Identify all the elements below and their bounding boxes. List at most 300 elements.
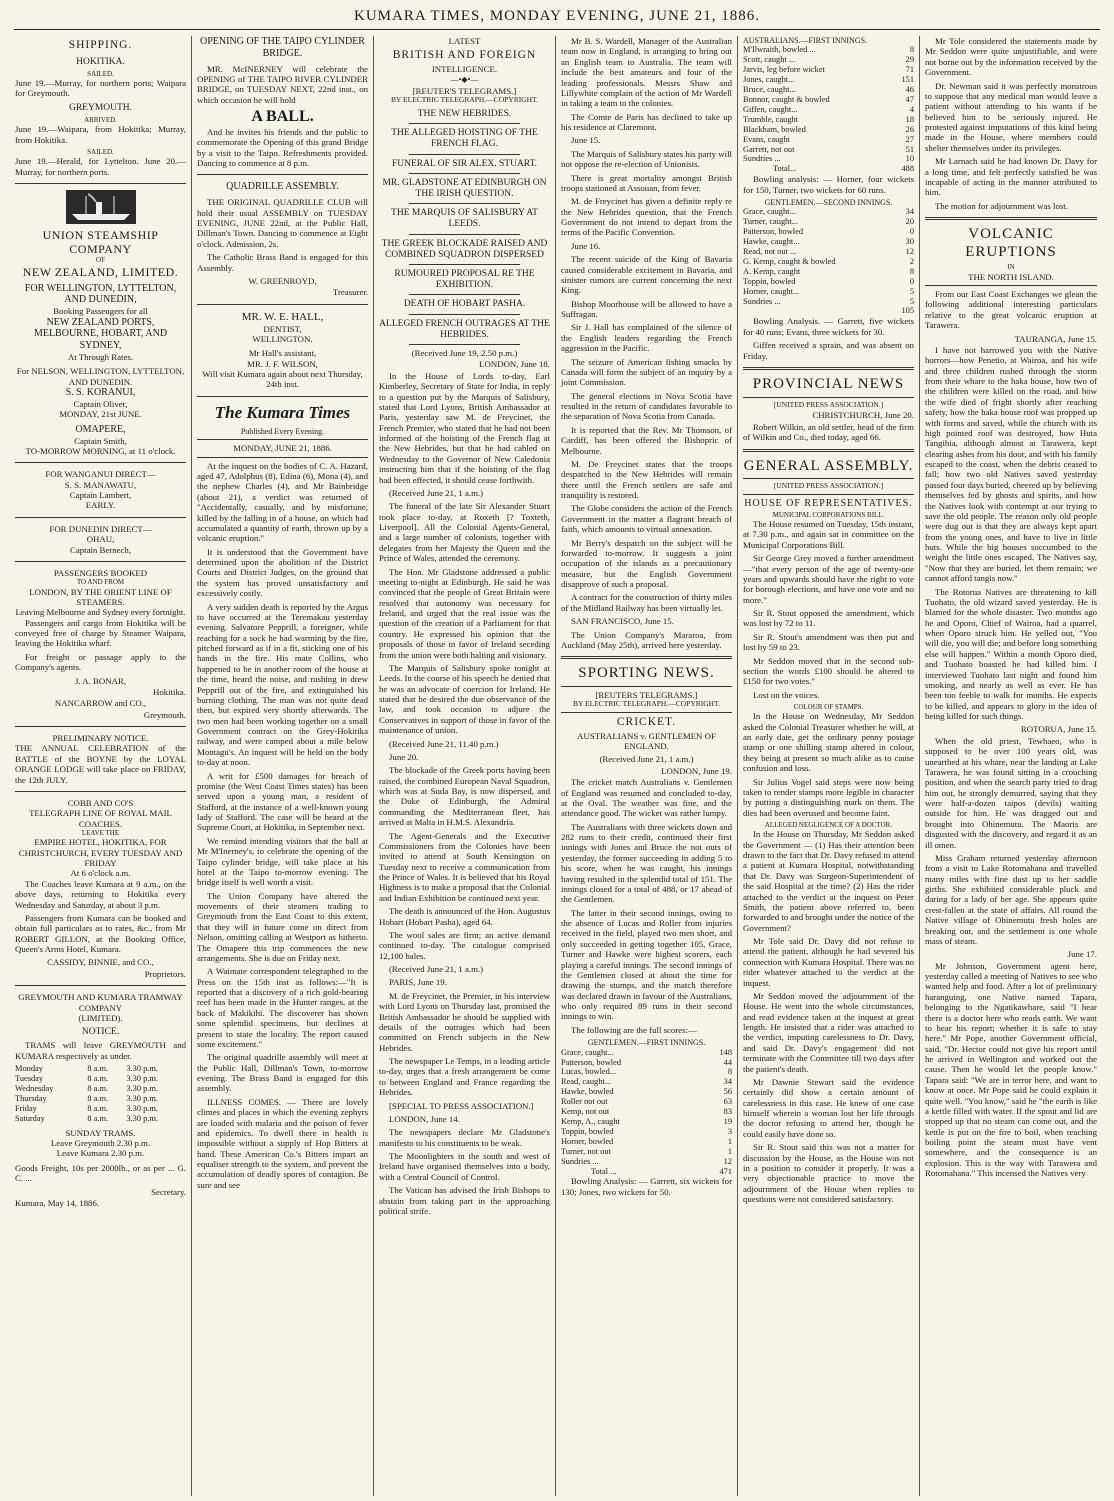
ship-manawatu-date: EARLY. [85, 500, 116, 511]
cricket-received: (Received June 21, 1 a.m.) [599, 754, 694, 765]
table-cell: 8 a.m. [87, 1103, 109, 1113]
article-paragraph: The Marquis of Salisbury spoke tonight at Leeds. In the course of his speech he denied that he was an advocate of coercion for Ireland. He stated that he desired the due observance of the law, and took occasion to adjure the Conservatives in support of those in favor of the maintenance of union. [379, 662, 550, 736]
tram-timetable [15, 1064, 186, 1123]
table-row [743, 55, 914, 65]
article-paragraph: Mr Tole considered the statements made by Mr Seddon were quite unjustifiable, and were not borne out by the information received by the Government. [925, 36, 1097, 78]
aus-total-value: 488 [901, 164, 914, 174]
table-cell: Sundries ... [743, 296, 781, 306]
table-row [15, 1084, 186, 1094]
table-cell: Wednesday [15, 1084, 54, 1094]
column-2 [192, 36, 374, 1496]
cobb-line: TELEGRAPH LINE OF ROYAL MAIL COACHES. [29, 808, 172, 829]
table-row [743, 257, 914, 267]
article-paragraph: Sir R. Stout said this was not a matter for discussion by the House, as the House was not in a position to consider it properly. It was a very objectionable practice to move the adjournment of the House when replies to questions were not considered satisfactory. [743, 1142, 914, 1205]
sporting-reuters: [REUTERS TELEGRAMS.] [595, 689, 698, 700]
reuters-telegrams: [REUTER'S TELEGRAMS.] [412, 85, 517, 96]
table-row [743, 217, 914, 227]
dentist: DENTIST, [263, 323, 302, 334]
usc-of: OF [96, 256, 105, 265]
headline: THE MARQUIS OF SALISBURY AT LEEDS. [391, 208, 538, 230]
goods-freight: Goods Freight, 10s per 2000lb., or as per ... G. C. ... [15, 1162, 186, 1184]
table-cell: 5 [909, 296, 914, 306]
table-cell: 1 [727, 1146, 732, 1156]
headline: FUNERAL OF SIR ALEX. STUART. [391, 158, 538, 169]
article-paragraph: A contract for the construction of thirty miles of the Midland Railway has been virtually let. [561, 592, 732, 613]
table-cell: 27 [905, 134, 914, 144]
a-ball: A BALL. [251, 108, 314, 126]
table-cell: Monday [15, 1064, 43, 1074]
article-paragraph: Bishop Moorhouse will be allowed to have a Suffragan. [561, 298, 732, 319]
table-cell: Hawke, bowled [561, 1087, 614, 1097]
article-paragraph: June 16. [571, 240, 601, 251]
hall-name: MR. W. E. HALL, [241, 310, 324, 323]
article-paragraph: The newspaper Le Temps, in a leading article to-day, urges that a fresh arrangement be come to between England and France regarding the Hebrides. [379, 1056, 550, 1098]
table-row [743, 125, 914, 135]
table-cell: 34 [905, 207, 914, 217]
table-cell: Roller not out [561, 1097, 608, 1107]
headline: MR. GLADSTONE AT EDINBURGH ON THE IRISH QUESTION. [382, 177, 547, 199]
article-paragraph: M. De Freycinet states that the troops despatched to the New Hebrides will remain there until the French settlers are safe and tranquility is restored. [561, 458, 732, 500]
table-row [743, 154, 914, 164]
passengers-booked: PASSENGERS BOOKED [53, 567, 148, 578]
headline: THE ALLEGED HOISTING OF THE FRENCH FLAG. [391, 128, 538, 150]
ship-omapere-captain: Captain Smith, [74, 435, 127, 446]
col3-headlines [379, 109, 550, 345]
article-paragraph: The Globe considers the action of the French Government in the matter a flagrant breach of faith, which amounts to virtual annexation. [561, 503, 732, 535]
usc-ports: NEW ZEALAND PORTS, MELBOURNE, HOBART, AND SYDNEY, [33, 316, 168, 352]
aus-total-label: Total... [773, 164, 797, 174]
table-cell: Toppin, bowled [743, 276, 796, 286]
quadrille-title: QUADRILLE ASSEMBLY. [226, 181, 339, 193]
gentlemen-second-scores [743, 207, 914, 306]
usc-for: FOR WELLINGTON, LYTTELTON, AND DUNEDIN, [24, 282, 177, 306]
article-paragraph: The blockade of the Greek ports having been raised, the combined European Naval Squadron, which was at Suda Bay, is now dispersed, and the Duke of Edinburgh, the Admiral commanding the Mediterranean fleet, has arrived at Malta in H.M.S. Alexandria. [379, 765, 550, 828]
table-cell: Read, not out ... [743, 247, 797, 257]
latest: LATEST [448, 36, 481, 46]
ship-koranui-date: MONDAY, 21st JUNE. [59, 409, 142, 420]
table-cell: Horner, caught... [743, 286, 800, 296]
article-paragraph: The motion for adjournment was lost. [935, 200, 1068, 211]
table-cell: 8 a.m. [87, 1064, 109, 1074]
table-row [561, 1157, 732, 1167]
article-paragraph: LONDON, June 14. [389, 1113, 460, 1124]
table-cell: Bruce, caught... [743, 85, 796, 95]
table-row [743, 115, 914, 125]
agent-bonar: J. A. BONAR, [74, 675, 127, 686]
article-paragraph: The Union Company's Mararoa, from Auckland (May 25th), arrived here yesterday. [561, 629, 732, 650]
june17-dateline: June 17. [1067, 949, 1097, 960]
table-cell: Turner, not out [561, 1146, 611, 1156]
table-cell: 3.30 p.m. [126, 1064, 158, 1074]
agent-bonar-loc: Hokitika. [153, 686, 186, 697]
table-cell: 3.30 p.m. [126, 1074, 158, 1084]
hokitika-heading: HOKITIKA. [76, 56, 125, 67]
table-row [743, 287, 914, 297]
table-cell: Grace, caught... [561, 1047, 614, 1057]
quadrille-text-2: The Catholic Brass Band is engaged for this Assembly. [197, 252, 368, 273]
article-paragraph: The Comte de Paris has declined to take up his residence at Claremont. [561, 111, 732, 132]
article-paragraph: M. de Freycinet, the Premier, in his interview with Lord Lyons on Thursday last, promised the British Ambassador he should be supplied with details of the outrages which had been committed on French subjects in the New Hebrides. [379, 990, 550, 1053]
article-paragraph: A Waimate correspondent telegraphed to the Press on the 15th inst as follows:—"It is reported that a discovery of a rich gold-bearing reef has been made in the Hunter ranges, at the back of Makikihi. The discoverer has shown some splendid specimens, but declines at present to state the locality. The report caused some excitement." [197, 966, 368, 1049]
headline: ALLEGED FRENCH OUTRAGES AT THE HEBRIDES. [379, 318, 550, 340]
table-cell: Blackham, bowled [743, 124, 806, 134]
article-paragraph: Mr Seddon moved the adjournment of the House. He went into the whole circumstances, and read evidence taken at the inquest at great length. He insisted that a rider was attached to the verdict, imputing carelessness to Dr. Davy, and said Dr. Davy's engagement did not terminate with the Committee till two days after the patient's death. [743, 990, 914, 1074]
house-of-reps: HOUSE OF REPRESENTATIVES. [744, 498, 913, 510]
table-cell: Trumble, caught [743, 114, 799, 124]
table-row [743, 95, 914, 105]
electric-telegraph: BY ELECTRIC TELEGRAPH.—COPYRIGHT. [391, 95, 538, 105]
table-row [561, 1058, 732, 1068]
june17-text [925, 961, 1097, 1179]
table-row [561, 1127, 732, 1137]
table-cell: 20 [905, 217, 914, 227]
article-paragraph: Dr. Newman said it was perfectly monstrous to suppose that any medical man would leave a patient without attending to his wants if he believed him to be seriously injured. He protested against imputations of this kind being made in the House, where members could shelter themselves under its privileges. [925, 80, 1097, 153]
passengers-kumara: Passengers from Kumara can be booked and obtain full particulars as to rates, &c., from Mr ROBERT GILLON, at the Booking Office, Queen's Arms Hotel, Kumara. [15, 912, 186, 955]
table-cell: 3 [727, 1126, 732, 1136]
table-cell: Thursday [15, 1093, 47, 1103]
table-cell: 2 [909, 256, 914, 266]
table-row [743, 145, 914, 155]
table-row [561, 1048, 732, 1058]
trams-text: TRAMS will leave GREYMOUTH and KUMARA respectively as under. [15, 1040, 186, 1061]
cricket-paragraph: The latter in their second innings, owing to the absence of Lucas and Roller from injuries received in the field, played two men short, and only succeeded in getting together 105, Grace, Turner and Hawke were highest scorers, each playing a careful innings. The second innings of the Gentlemen closed at about the time for drawing the stumps, and the match therefore was declared drawn in favour of the Australians, who only required 89 runs in their second innings to win. [561, 907, 732, 1022]
tauranga-dateline: TAURANGA, June 15. [1014, 333, 1097, 344]
column-4 [556, 36, 738, 1496]
table-cell: 26 [905, 124, 914, 134]
table-cell: 19 [723, 1117, 732, 1126]
cricket-heading: CRICKET. [616, 716, 677, 729]
article-paragraph: Sir R. Stout's amendment was then put and lost by 59 to 23. [743, 631, 914, 653]
wilson: MR. J. F. WILSON, [247, 358, 318, 369]
table-cell: 34 [723, 1077, 732, 1087]
table-row [15, 1064, 186, 1074]
bowling-analysis-2: Bowling Analysis. — Garrett, five wickets for 40 runs; Evans, three wickets for 30. [743, 316, 914, 337]
table-cell: 8 [909, 266, 914, 276]
cobb-leave: LEAVE THE [81, 829, 120, 838]
table-row [743, 297, 914, 307]
table-cell: 8 a.m. [87, 1113, 109, 1123]
arrived-label: ARRIVED. [84, 115, 117, 124]
table-cell: Hawke, caught... [743, 237, 800, 247]
article-paragraph: A very sudden death is reported by the Argus to have occurred at the Teremakau yesterday evening. Salvatore Pepprill, a foreigner, while reaching for a sock he had warming by the fire, pitched forward as if in a fit, sticking one of his hands in the fire. His mate Collins, who happened to be in another room of the house at the time, heard the noise, and rushing in drew Pepprill out of the fire, and extinguished his burning clothing. The man was not quite dead then, but expired very shortly afterwards. The two men had been working together on a small Government contract on the Grey-Hokitika railway, and were camped about a mile below Montagu's. An inquest will be held on the body to-day at noon. [197, 601, 368, 768]
dunedin-heading: FOR DUNEDIN DIRECT— [49, 523, 152, 534]
ship-koranui-captain: Captain Oliver, [73, 398, 128, 409]
colour-of-stamps: COLOUR OF STAMPS. [793, 703, 864, 712]
table-cell: Toppin, bowled [561, 1126, 614, 1136]
table-cell: 8 a.m. [87, 1093, 109, 1103]
notice-title: NOTICE. [81, 1027, 120, 1038]
col2-articles [197, 461, 368, 1191]
ornament: ―•◆•― [450, 75, 479, 85]
volcanic-eruptions: VOLCANIC ERUPTIONS [965, 226, 1057, 260]
table-cell: 8 [727, 1067, 732, 1077]
table-cell: 8 a.m. [87, 1084, 109, 1094]
ship-manawatu-captain: Captain Lambert, [69, 490, 132, 501]
assistant: Mr Hall's assistant, [248, 348, 317, 359]
tramway-limited: (LIMITED). [78, 1012, 123, 1023]
table-cell: Giffen, caught... [743, 104, 798, 114]
article-paragraph: The Moonlighters in the south and west of Ireland have organised themselves into a body, with a Central Council of Control. [379, 1151, 550, 1182]
table-cell: Garrett, not out [743, 144, 795, 154]
article-paragraph: PARIS, June 19. [389, 977, 447, 988]
table-row [743, 277, 914, 287]
article-paragraph: Mr Larnach said he had known Dr. Davy for a long time, and felt perfectly satisfied he was incapable of acting in the manner attributed to him. [925, 156, 1097, 198]
table-cell: 151 [901, 75, 914, 85]
ship-ohau-captain: Captain Bernech, [69, 544, 132, 555]
table-cell: Lucas, bowled... [561, 1067, 617, 1077]
bowling-analysis-1: Bowling analysis: — Horner, four wickets for 150, Turner, two wickets for 60 runs. [743, 174, 914, 195]
col4-articles [561, 36, 732, 650]
table-cell: Patterson, bowled [743, 227, 804, 237]
greymouth-arrived: June 19.—Waipara, from Hokitika; Murray, from Hokitika. [15, 124, 186, 145]
greymouth-sailed: June 19.—Herald, for Lyttelton. June 20.—Murray, for northern ports. [15, 156, 186, 177]
article-paragraph: [SPECIAL TO PRESS ASSOCIATION.] [389, 1100, 534, 1111]
tramway-title: GREYMOUTH AND KUMARA TRAMWAY COMPANY [18, 992, 183, 1013]
article-paragraph: A writ for £500 damages for breach of promise (the West Coast Times states) has been served upon a young man, a resident of Stafford, at the instance of a well-known young lady of Stafford. The case will be heard at the Supreme Court, at Hokitika, in September next. [197, 770, 368, 833]
table-cell: 47 [905, 94, 914, 104]
table-row [561, 1147, 732, 1157]
adjournment-text [925, 36, 1097, 211]
rotorua-text [925, 736, 1097, 947]
negligence-text [743, 829, 914, 1204]
proprietors: Proprietors. [144, 968, 186, 979]
table-row [743, 267, 914, 277]
table-row [743, 227, 914, 237]
table-cell: M'Ilwraith, bowled ... [743, 45, 816, 55]
upa-1: [UNITED PRESS ASSOCIATION.] [773, 399, 884, 409]
article-paragraph: (Received June 21, 1 a.m.) [389, 964, 484, 975]
table-row [561, 1077, 732, 1087]
cricket-dateline: LONDON, June 19. [661, 765, 732, 776]
g2-total-value: 105 [901, 306, 914, 316]
table-row [743, 207, 914, 217]
table-row [15, 1114, 186, 1124]
article-paragraph: The Hon. Mr Gladstone addressed a public meeting to-night at Edinburgh. He said he was convinced that the people of Great Britain were resolved that autonomy was necessary for Ireland, and urged that the real issue was the question of the creation of a Parliament for that country. He expressed his opinion that the proposals of those in favor of Ireland seceding from the union were both halting and visionary. [379, 566, 550, 660]
dateline-london: LONDON, June 18. [479, 359, 550, 370]
ship-ohau: OHAU, [86, 534, 115, 545]
volcanic-intro: From our East Coast Exchanges we glean the following additional interesting particulars relative to the great volcanic eruption at Tarawera. [925, 289, 1097, 331]
issue-date: MONDAY, JUNE 21, 1886. [233, 443, 332, 454]
article-paragraph: Lost on the voices. [753, 689, 820, 700]
article-paragraph: The seizure of American fishing smacks by Canada will form the subject of an inquiry by a joint Commission. [561, 356, 732, 388]
table-cell: G. Kemp, caught & bowled [743, 256, 836, 266]
table-cell: 18 [905, 114, 914, 124]
published-every-evening: Published Every Evening. [240, 426, 325, 436]
london-orient: LONDON, BY THE ORIENT LINE OF STEAMERS. [29, 586, 172, 607]
article-paragraph: The funeral of the late Sir Alexander Stuart took place to-day, at Roxeth [? Toxteth, Liverpool]. All the Colonial Agents-General, and a large number of colonists, together with delegates from her Majesty the Queen and the Prince of Wales, attended the ceremony. [379, 501, 550, 564]
hokitika-entry: June 19.—Murray, for northern ports; Waipara for Greymouth. [15, 78, 186, 99]
greenroyd: W. GREENROYD, [248, 275, 317, 286]
sunday-trams: SUNDAY TRAMS. [65, 1127, 136, 1138]
table-row [561, 1087, 732, 1097]
table-row [561, 1067, 732, 1077]
table-cell: 10 [905, 154, 914, 164]
table-cell: Read, caught... [561, 1077, 612, 1087]
greymouth-heading: GREYMOUTH. [68, 102, 133, 113]
article-paragraph: The general elections in Nova Scotia have resulted in the return of candidates favorable to the separation of Nova Scotia from Canada. [561, 390, 732, 422]
article-paragraph: The death is announced of the Hon. Augustus Hobart (Hobart Pasha), aged 64. [379, 906, 550, 927]
steamship-icon [66, 190, 136, 224]
table-cell: Tuesday [15, 1074, 44, 1084]
cricket-paragraph: The cricket match Australians v. Gentlemen of England was resumed and concluded to-day, at the Oval. The weather was fine, and the attendance good. The wicket was rather lumpy. [561, 777, 732, 819]
column-3 [374, 36, 556, 1496]
article-paragraph: Mr Tole said Dr. Davy did not refuse to attend the patient, although he had severed his connection with Kumara Hospital. There was no rider whatever attached to the verdict at the inquest. [743, 936, 914, 988]
sailed-label: SAILED. [87, 69, 114, 78]
article-paragraph: Mr Berry's despatch on the subject will be forwarded to-morrow. It suggests a joint occupation of the islands as a precautionary measure, but the English Government disapprove of such a proposal. [561, 537, 732, 589]
leaving-melbourne: Leaving Melbourne and Sydney every fortnight. [15, 607, 186, 618]
cargo-text: Passengers and cargo from Hokitika will be conveyed free of charge by Steamer Waipara, leaving the Hokitika wharf. [15, 617, 186, 649]
preliminary-notice-text: THE ANNUAL CELEBRATION of the BATTLE of the BOYNE by the LOYAL ORANGE LODGE will take place on FRIDAY, the 12th JULY. [15, 743, 186, 785]
kumara-date: Kumara, May 14, 1886. [15, 1197, 100, 1208]
ship-koranui: S. S. KORANUI, [65, 387, 136, 399]
intelligence: INTELLIGENCE. [431, 63, 498, 74]
table-row [15, 1094, 186, 1104]
sailed-label-2: SAILED. [87, 147, 114, 156]
cassidy-binnie: CASSIDY, BINNIE, and CO., [47, 957, 154, 968]
col3-articles [379, 371, 550, 1217]
treasurer: Treasurer. [332, 287, 368, 298]
table-cell: 29 [905, 55, 914, 65]
total-value: 471 [719, 1166, 732, 1176]
article-paragraph: Sir J. Hall has complained of the silence of the English leaders regarding the French aggression in the Pacific. [561, 322, 732, 354]
masthead: KUMARA TIMES, MONDAY EVENING, JUNE 21, 1886. [14, 8, 1100, 30]
taipo-title: OPENING OF THE TAIPO CYLINDER BRIDGE. [200, 36, 365, 59]
article-paragraph: ILLNESS COMES. — There are lovely climes and places in which the evening zephyrs are loaded with malaria and the poison of fever and epidemics. To dwell there in health is impossible without a supply of Hop Bitters at hand. These American Co.'s Bitters impart an equaliser strength to the system, and prevent the accumulation of deadly spores of contagion. Be sure and see [197, 1096, 368, 1190]
article-paragraph: The Union Company have altered the movements of their steamers trading to Greymouth from the East Coast to this extent, that they will in future come on direct from Nelson, omitting calling at Westport as hitherto. The Omapere this trip commences the new arrangements. She is due on Friday next. [197, 890, 368, 963]
article-paragraph: June 15. [571, 135, 601, 146]
sporting-news: SPORTING NEWS. [578, 665, 715, 682]
north-island: THE NORTH ISLAND. [968, 271, 1054, 282]
article-paragraph: Mr Johnson, Government agent here, yesterday called a meeting of Natives to see who wanted help and food. After a lot of preliminary haranguing, one Native named Tapara, belonging to the Ngatikawhare, said "I hear there is a doctor here who reads earth. We want to hear his report; whether it is safe to stay here." Mr Pope, another Government official, said, "Dr. Hector could not give his report until he arrived in Wellington and worked out the cause. Then he would let the people know." Tapara said: "We are in terror here, and want to know at once. Mr Pope said he could explain it quite well. "You know," said he "the earth is like a kettle filled with water. If the spout and lid are stopped up that no steam can come out, and the kettle is put on the fire to boil, when reaching boiling point the steam must have vent somewhere, and the consequence is an explosion. This is the way with Tarawera and Rotomahana." This incensed the Natives very [925, 960, 1097, 1179]
article-paragraph: The Vatican has advised the Irish Bishops to abstain from taking part in the approaching political strife. [379, 1185, 550, 1216]
table-cell: A. Kemp, caught [743, 266, 801, 276]
table-cell: Jarvis, leg before wicket [743, 65, 825, 75]
table-cell: Bonnor, caught & bowled [743, 94, 830, 104]
cobb-title: COBB AND CO'S [67, 797, 134, 808]
table-cell: 83 [723, 1107, 732, 1117]
table-cell: 0 [909, 227, 914, 237]
in-label: IN [1007, 263, 1015, 272]
article-paragraph: The Agent-Generals and the Executive Commissioners from the Colonies have been invited to attend at South Kensington on Tuesday next to receive a communication from the Prince of Wales. It is believed that his Royal Highness is to make a proposal that the Colonial and Indian Exhibition be continued next year. [379, 830, 550, 903]
table-cell: 56 [723, 1087, 732, 1097]
article-paragraph: I have not harrowed you with the Native horrors—how Penetio, at Wairoa, and his wife and three children rushed through the storm from their whare to the haka house, how two of the children were killed on the road, and how the wife died of fright shortly after reaching safety, how the haka house roof was propped up with forms and saved, while the church with its high pointed roof was destroyed, how Huta Tangihia, although almost at Tarawera, kept clearing ashes from his door, and with his family escaped to the coast, when the debris ceased to fall; how two old Natives saved yesterday passed four days buried, cheered up by believing themselves fed by ghosts and spirits, and how the Natives look with contempt at our trying to save the old people. The reason only old people were dug out is that they are always kept apart from the young ones, and have to live in little huts. While the big houses succumbed to the weight the little ones escaped. The Natives say, "Now that they are buried, let them remain; we cannot afford tangis now." [925, 344, 1097, 584]
article-paragraph: The Rotorua Natives are threatening to kill Tuohato, the old wizard saved yesterday. He is blamed for the whole disaster. Two months ago he and Oporo, Chief of Wairoa, had a quarrel, when Oporo struck him. He yelled out, "You will die, you will die; and before long something else will happen." Within a month Oporo died, and Tuohato boasted he had killed him. I interviewed Tuohato last night and found him smoking, and nearly as well as ever. He has been too feeble to walk for months. He expects to be killed, and appears to glory in the idea of being killed for such things. [925, 586, 1097, 721]
giffen-note: Giffen received a sprain, and was absent on Friday. [743, 340, 914, 361]
article-paragraph: It is reported that the Rev. Mr Thomson, of Cardiff, has been offered the Bishopric of Melbourne. [561, 424, 732, 456]
article-paragraph: M. de Freycinet has given a definite reply re the New Hebrides question, that the French Government do not intend to depart from the terms of the Pacific Convention. [561, 196, 732, 238]
column-5 [738, 36, 920, 1496]
table-row [561, 1137, 732, 1147]
wellington: WELLINGTON. [252, 333, 313, 344]
municipal-bill: MUNICIPAL CORPORATIONS BILL. [772, 510, 885, 519]
table-cell: 8 [909, 45, 914, 55]
sunday-greymouth: Leave Greymouth 2.30 p.m. [50, 1138, 151, 1149]
article-paragraph: We remind intending visitors that the ball at Mr M'Inerney's, to celebrate the opening of the Taipo cylinder bridge, will take place at his hotel at the Taipo to-morrow evening. The bridge itself is well worth a visit. [197, 835, 368, 888]
municipal-text [743, 519, 914, 700]
table-row [743, 85, 914, 95]
table-cell: 12 [723, 1156, 732, 1166]
article-paragraph: At the inquest on the bodies of C. A. Hazard, aged 47, Adolphus (8), Edina (6), Mona (4), and the nephew Charles (4), and Mr Bainbridge (about 21), a verdict was returned of "Accidentally, casually, and by misfortune, killed by the falling in of a house, on which had accumulated a quantity of earth, thrown up by a volcanic eruption." [197, 460, 368, 544]
table-row [743, 105, 914, 115]
preliminary-notice-title: PRELIMINARY NOTICE. [52, 733, 149, 744]
wanganui-heading: FOR WANGANUI DIRECT— [45, 469, 156, 480]
gentlemen-first-total [561, 1167, 732, 1177]
table-cell: Sundries ... [561, 1156, 599, 1166]
article-paragraph: The wool sales are firm; an active demand continued to-day. The catalogue comprised 12,100 bales. [379, 929, 550, 961]
article-paragraph: SAN FRANCISCO, June 15. [571, 616, 674, 627]
freight-text: For freight or passage apply to the Company's agents. [15, 651, 186, 673]
columns [10, 36, 1104, 1496]
table-row [15, 1074, 186, 1084]
table-cell: 3.30 p.m. [126, 1093, 158, 1103]
usc-booking: Booking Passengers for all [53, 306, 148, 317]
table-cell: Horner, bowled [561, 1136, 614, 1146]
gentlemen-first-scores [561, 1048, 732, 1167]
provincial-news: PROVINCIAL NEWS [752, 375, 905, 392]
article-paragraph: In the House on Thursday, Mr Seddon asked the Government — (1) Has their attention been drawn to the fact that Dr. Davy refused to attend a patient at Kumara Hospital, notwithstanding that Dr. Davy was Surgeon-Superintendent of the said Hospital at the time? (2) Has the rider attached to the verdict at the inquest on Peter Smith, the patient above referred to, been forwarded to and brought under the notice of the Government? [743, 829, 914, 933]
cricket-paragraph: The following are the full scores:— [571, 1024, 697, 1035]
taipo-text: MR. McINERNEY will celebrate the OPENING of THE TAIPO RIVER CYLINDER BRIDGE, on TUESDAY NEXT, 22nd inst., on which occasion he will hold [197, 63, 368, 105]
table-row [743, 237, 914, 247]
article-paragraph: When the old priest, Tewhaeo, who is supposed to be over 100 years old, was unearthed at his whare, near the landing at Lake Tarawera, he was found sitting in a crouching position, and when the search party tried to drag him out, he strongly demurred, saying that they were half-a-dozen taipos (devils) waiting outside for him. He was dragged out and brought into Ohinemutu. The Maoris are disgusted with the discovery, and regard it as an ill omen. [925, 735, 1097, 850]
headline: RUMOURED PROPOSAL RE THE EXHIBITION. [394, 269, 535, 291]
table-cell: Sundries ... [743, 154, 781, 164]
table-cell: 30 [905, 237, 914, 247]
australians-first-scores [743, 45, 914, 164]
sporting-electric: BY ELECTRIC TELEGRAPH.—COPYRIGHT. [573, 699, 720, 709]
gentlemen-first-innings: GENTLEMEN.—FIRST INNINGS. [587, 1038, 706, 1048]
article-paragraph: Mr Seddon moved that in the second sub-section the words £100 should be altered to £150 for two votes." [743, 655, 914, 687]
ship-omapere-date: TO-MORROW MORNING, at 11 o'clock. [25, 445, 176, 456]
article-paragraph: In the House on Wednesday, Mr Seddon asked the Colonial Treasurer whether he will, at an early date, get the ordinary penny postage stamp or one shilling stamp altered in colour, they being at present so much alike as to cause confusion and loss. [743, 711, 914, 774]
general-assembly: GENERAL ASSEMBLY. [743, 457, 914, 474]
australians-first-innings: AUSTRALIANS.—FIRST INNINGS. [743, 36, 868, 45]
table-cell: 71 [905, 65, 914, 75]
tauranga-text [925, 345, 1097, 722]
article-paragraph: The original quadrille assembly will meet at the Public Hall, Dillman's Town, to-morrow evening. The Brass Band is engaged for this assembly. [197, 1052, 368, 1094]
column-1 [10, 36, 192, 1496]
bowling-analysis: Bowling Analysis: — Garrett, six wickets for 130; Jones, two wickets for 50. [561, 1176, 732, 1197]
table-cell: 46 [905, 85, 914, 95]
cobb-empire: EMPIRE HOTEL, HOKITIKA, FOR CHRISTCHURCH, EVERY TUESDAY AND FRIDAY [18, 837, 183, 869]
sunday-kumara: Leave Kumara 2.30 p.m. [56, 1148, 145, 1159]
cricket-report [561, 777, 732, 1035]
table-row [743, 65, 914, 75]
table-row [15, 1104, 186, 1114]
paper-title: The Kumara Times [214, 402, 351, 422]
article-paragraph: June 20. [389, 751, 419, 762]
table-cell: 8 a.m. [87, 1074, 109, 1084]
table-row [743, 75, 914, 85]
stamps-text [743, 711, 914, 818]
article-paragraph: There is great mortality amongst British troops stationed at Assouan, from fever. [561, 172, 732, 193]
to-and-from: TO AND FROM [76, 578, 125, 587]
table-cell: 1 [727, 1136, 732, 1146]
article-paragraph: (Received June 21, 11.40 p.m.) [389, 738, 499, 749]
table-cell: 63 [723, 1097, 732, 1107]
rotorua-dateline: ROTORUA, June 15. [1020, 724, 1097, 735]
article-paragraph: Miss Graham returned yesterday afternoon from a visit to Lake Rotomahana and travelled many miles with fine dust up to her saddle girths. She exhibited considerable pluck and daring for a lady of her age. She appears quite crest-fallen at the state of affairs. All round the Native village of Ohinemutu fresh holes are breaking out, and the settlement is one whole mass of steam. [925, 852, 1097, 946]
article-paragraph: The House resumed on Tuesday, 15th instant, at 7.30 p.m., and again sat in committee on the Municipal Corporations Bill. [743, 519, 914, 550]
shipping-title: SHIPPING. [68, 39, 133, 51]
table-row [743, 247, 914, 257]
table-cell: Patterson, bowled [561, 1057, 622, 1067]
article-paragraph: Sir George Grey moved a further amendment—"that every person of the age of twenty-one years and upwards should have the right to vote for borough elections, and have one vote and no more." [743, 553, 914, 605]
table-cell: 3.30 p.m. [126, 1113, 158, 1123]
table-cell: 12 [905, 247, 914, 257]
article-paragraph: The recent suicide of the King of Bavaria caused considerable excitement in Bavaria, and sinister rumors are current concerning the next King. [561, 254, 732, 296]
christchurch-dateline: CHRISTCHURCH, June 20. [812, 410, 914, 421]
